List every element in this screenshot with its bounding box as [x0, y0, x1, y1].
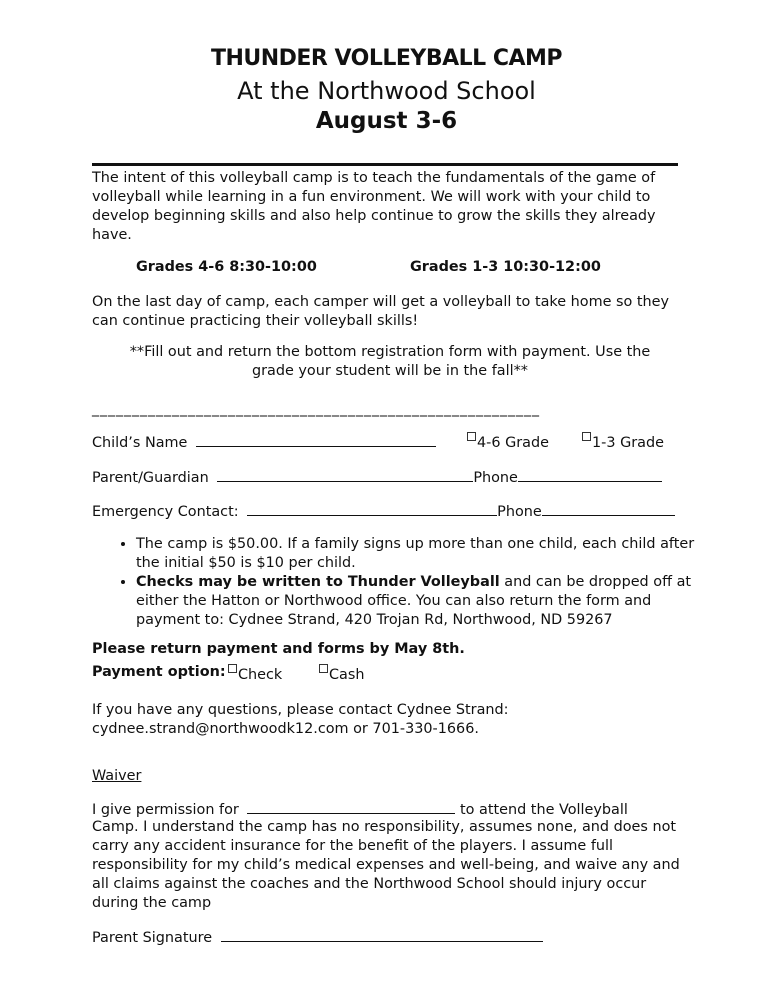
payment-option-label: Payment option:	[92, 664, 226, 680]
signature-label: Parent Signature	[92, 930, 213, 946]
waiver-lead-rest: to attend the Volleyball	[460, 802, 628, 818]
parent-row	[92, 467, 662, 486]
parent-phone-field[interactable]	[518, 467, 662, 482]
checks-bold-text: Checks may be written to Thunder Volleyball	[136, 574, 500, 590]
waiver-lead: I give permission for	[92, 802, 239, 818]
payment-check-label: Check	[238, 667, 283, 683]
payment-cash-checkbox[interactable]	[319, 664, 328, 673]
payment-cash-option[interactable]	[319, 664, 365, 683]
emergency-label: Emergency Contact:	[92, 504, 239, 520]
child-name-field[interactable]	[196, 432, 436, 447]
payment-check-option[interactable]	[228, 664, 282, 683]
waiver-first-line	[92, 799, 628, 818]
checks-bullet	[136, 573, 716, 630]
child-name-label: Child’s Name	[92, 435, 188, 451]
instructions-note: **Fill out and return the bottom registration form with payment. Use the grade your student will be in the fall**	[129, 344, 651, 379]
contact-line-1: If you have any questions, please contact Cydnee Strand:	[92, 702, 509, 718]
child-name-row	[92, 432, 436, 451]
grade-1-3-label: 1-3 Grade	[592, 435, 664, 451]
waiver-heading: Waiver	[92, 768, 142, 784]
emergency-row	[92, 501, 675, 520]
emergency-phone-field[interactable]	[542, 501, 675, 516]
waiver-child-field[interactable]	[247, 799, 455, 814]
header-rule	[92, 163, 678, 166]
emergency-field[interactable]	[247, 501, 497, 516]
info-bullets	[112, 535, 716, 630]
signature-field[interactable]	[221, 927, 543, 942]
emergency-phone-label: Phone	[497, 504, 542, 520]
signature-row	[92, 927, 543, 946]
payment-check-checkbox[interactable]	[228, 664, 237, 673]
cost-text: The camp is $50.00. If a family signs up more than one child, each child after the initial $50 is $10 per child.	[136, 536, 695, 571]
camp-location: At the Northwood School	[237, 77, 536, 105]
cost-bullet	[136, 535, 716, 573]
grade-1-3-option[interactable]	[582, 432, 664, 451]
grade-4-6-label: 4-6 Grade	[477, 435, 549, 451]
schedule-grades-4-6: Grades 4-6 8:30-10:00	[136, 259, 317, 275]
cut-line: ________________________________________________________	[92, 401, 540, 417]
camp-title: THUNDER VOLLEYBALL CAMP	[210, 46, 563, 71]
parent-phone-label: Phone	[473, 470, 518, 486]
waiver-body: Camp. I understand the camp has no responsibility, assumes none, and does not carry any accident insurance for the benefit of the players. I assume full responsibility for my child’s medical expenses and well-being, and waive any and all claims against the coaches and the Northwood School should injury occur during the camp	[92, 819, 680, 911]
grade-4-6-option[interactable]	[467, 432, 549, 451]
last-day-paragraph: On the last day of camp, each camper will get a volleyball to take home so they can continue practicing their volleyball skills!	[92, 294, 670, 329]
checks-text: and can be dropped off at either the Hatton or Northwood office. You can also return the form and payment to: Cydnee Strand, 420 Trojan Rd, Northwood, ND 59267	[136, 574, 692, 628]
schedule-grades-1-3: Grades 1-3 10:30-12:00	[410, 259, 601, 275]
contact-line-2: cydnee.strand@northwoodk12.com or 701-330-1666.	[92, 721, 479, 737]
payment-cash-label: Cash	[329, 667, 365, 683]
intro-paragraph: The intent of this volleyball camp is to teach the fundamentals of the game of volleyball while learning in a fun environment. We will work with your child to develop beginning skills and also help continue to grow the skills they already have.	[92, 170, 656, 243]
grade-4-6-checkbox[interactable]	[467, 432, 476, 441]
parent-field[interactable]	[217, 467, 473, 482]
camp-dates: August 3-6	[315, 108, 458, 134]
parent-label: Parent/Guardian	[92, 470, 209, 486]
deadline-text: Please return payment and forms by May 8th.	[92, 641, 465, 657]
grade-1-3-checkbox[interactable]	[582, 432, 591, 441]
